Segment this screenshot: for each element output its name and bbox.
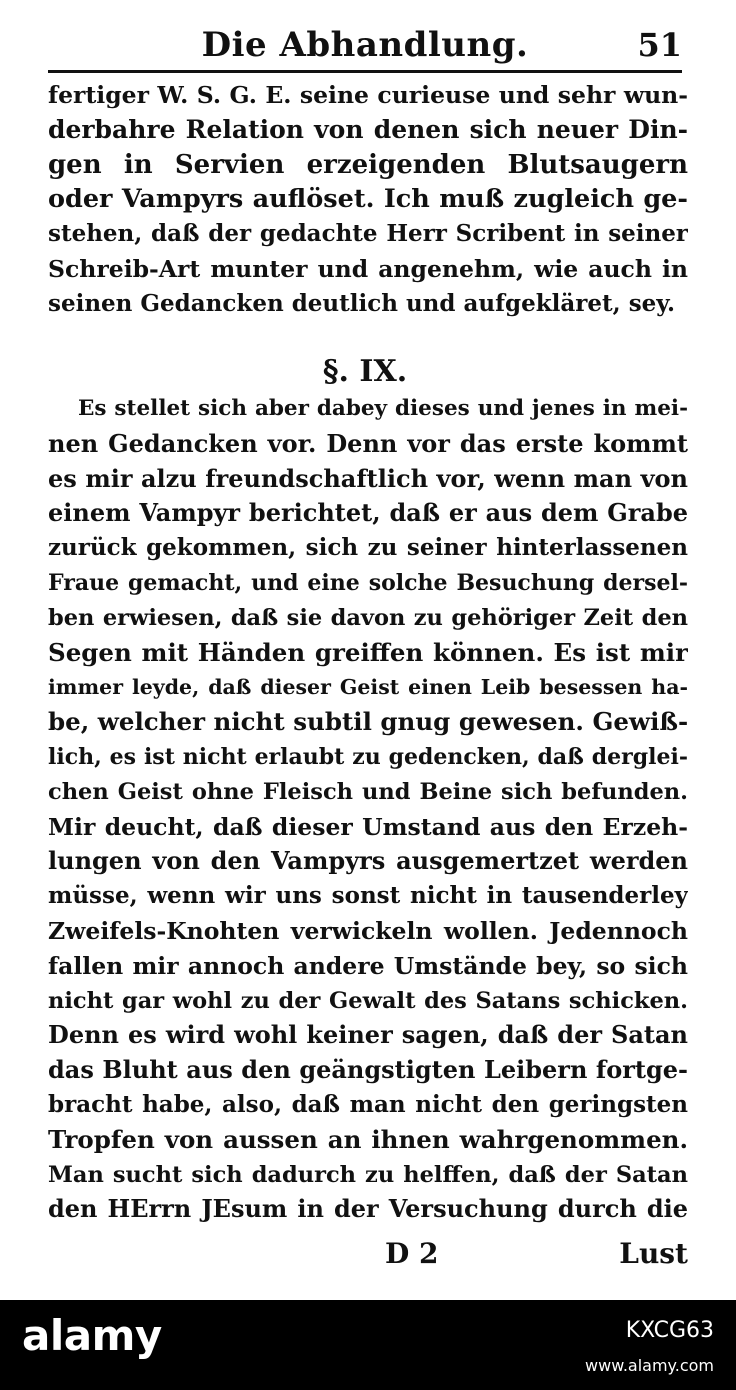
text-line: Zweifels-Knohten verwickeln wollen. Jedennoch <box>48 916 688 945</box>
text-line: stehen, daß der gedachte Herr Scribent in seiner <box>48 220 688 248</box>
source-url: www.alamy.com <box>585 1356 714 1375</box>
text-line: das Bluht aus den geängstigten Leibern fortge- <box>48 1055 688 1085</box>
text-line: seinen Gedancken deutlich und aufgekläret, sey. <box>48 289 676 317</box>
text-line: müsse, wenn wir uns sonst nicht in tausenderley <box>48 882 688 910</box>
paragraph-before <box>48 78 688 322</box>
text-line: Mir deucht, daß dieser Umstand aus den Erzeh- <box>48 812 688 841</box>
text-line: einem Vampyr berichtet, daß er aus dem Grabe <box>48 498 688 528</box>
text-line: es mir alzu freundschaftlich vor, wenn man von <box>48 463 688 493</box>
watermark-bar <box>0 1300 736 1390</box>
text-line: lich, es ist nicht erlaubt zu gedencken, daß derglei- <box>48 743 688 770</box>
text-line: Denn es wird wohl keiner sagen, daß der Satan <box>48 1020 688 1050</box>
section-body <box>48 392 688 1227</box>
signature-mark: D 2 <box>385 1237 439 1270</box>
running-head <box>48 22 682 68</box>
page-number: 51 <box>637 26 682 64</box>
text-line: ben erwiesen, daß sie davon zu gehöriger Zeit den <box>48 604 688 631</box>
text-line: immer leyde, daß dieser Geist einen Leib besessen ha- <box>48 675 688 700</box>
text-line: Segen mit Händen greiffen können. Es ist mir <box>48 637 688 667</box>
text-line: gen in Servien erzeigenden Blutsaugern <box>48 149 688 180</box>
text-line: bracht habe, also, daß man nicht den geringsten <box>48 1090 688 1118</box>
text-line: chen Geist ohne Fleisch und Beine sich befunden. <box>48 778 688 805</box>
section-heading: §. IX. <box>322 354 408 389</box>
running-title: Die Abhandlung. <box>201 25 529 65</box>
text-line: derbahre Relation von denen sich neuer Din- <box>48 114 688 144</box>
text-line: Schreib-Art munter und angenehm, wie auch in <box>48 254 688 283</box>
text-line: nicht gar wohl zu der Gewalt des Satans schicken. <box>48 987 688 1014</box>
text-line: lungen von den Vampyrs ausgemertzet werden <box>48 846 688 876</box>
text-line: Man sucht sich dadurch zu helffen, daß der Satan <box>48 1161 688 1188</box>
text-line: oder Vampyrs auflöset. Ich muß zugleich ge- <box>48 184 688 215</box>
text-line: den HErrn JEsum in der Versuchung durch die <box>48 1194 688 1224</box>
text-line: fallen mir annoch andere Umstände bey, so sich <box>48 951 688 980</box>
text-line: fertiger W. S. G. E. seine curieuse und sehr wun- <box>48 81 688 109</box>
header-rule <box>48 70 682 73</box>
image-id: KXCG63 <box>625 1318 714 1343</box>
text-line: Tropfen von aussen an ihnen wahrgenommen. <box>48 1124 688 1154</box>
text-line: Fraue gemacht, und eine solche Besuchung dersel- <box>48 569 688 596</box>
text-line: zurück gekommen, sich zu seiner hinterlassenen <box>48 534 688 562</box>
text-line: be, welcher nicht subtil gnug gewesen. Gewiß- <box>48 707 688 737</box>
alamy-logo: alamy <box>22 1311 162 1360</box>
text-line: nen Gedancken vor. Denn vor das erste kommt <box>48 428 688 458</box>
text-line: Es stellet sich aber dabey dieses und jenes in mei- <box>78 396 688 421</box>
catchword: Lust <box>619 1237 688 1270</box>
